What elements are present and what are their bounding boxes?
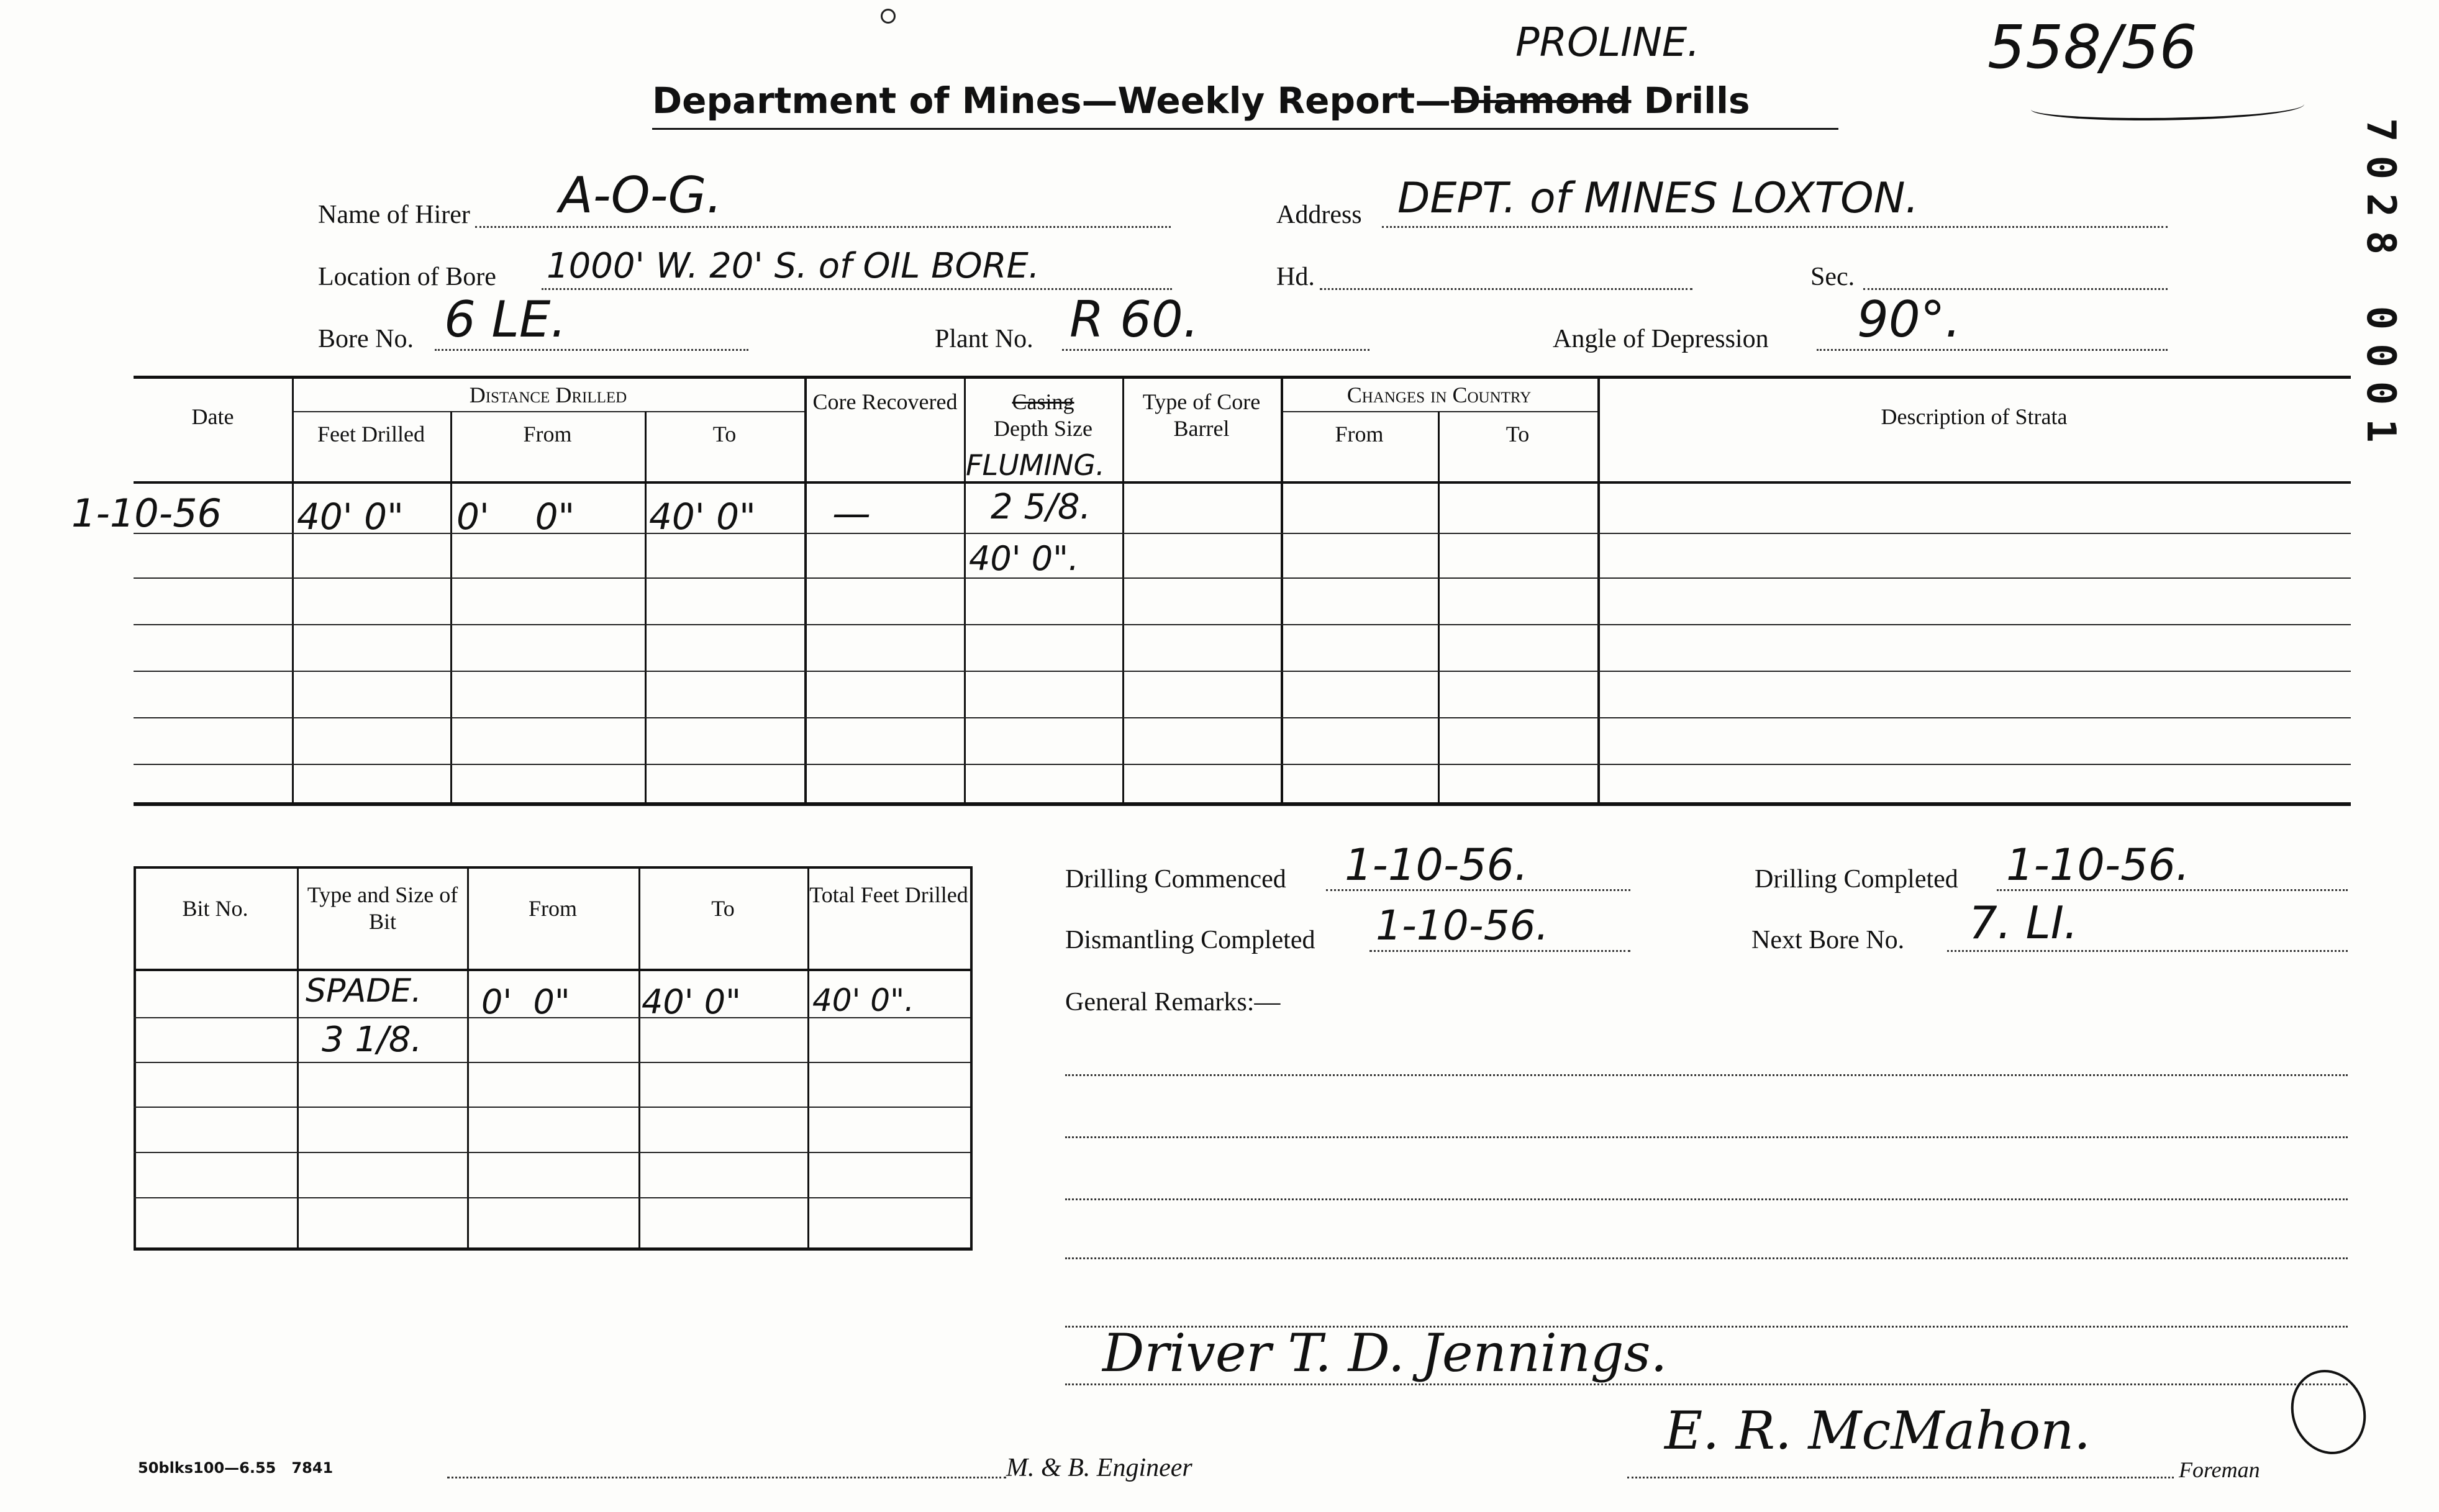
bit-from-cell: 0' 0" <box>481 982 570 1021</box>
bore-label: Bore No. <box>318 325 414 353</box>
location-value: 1000' W. 20' S. of OIL BORE. <box>547 246 1040 286</box>
engineer-label: M. & B. Engineer <box>1006 1454 1192 1482</box>
col-bit-to: To <box>711 896 735 921</box>
col-description: Description of Strata <box>1881 404 2068 429</box>
plant-label: Plant No. <box>935 325 1033 353</box>
hd-field <box>1320 288 1692 290</box>
plant-value: R 60. <box>1070 291 1199 348</box>
hd-label: Hd. <box>1276 263 1315 291</box>
cell-to: 40' 0" <box>649 496 756 538</box>
table-row <box>134 671 2351 672</box>
next-bore-field <box>1947 950 2348 952</box>
cell-from: 0' 0" <box>456 496 575 538</box>
sec-label: Sec. <box>1810 263 1855 291</box>
table-row <box>134 624 2351 625</box>
cell-feet: 40' 0" <box>297 496 404 538</box>
remarks-label: General Remarks:— <box>1065 988 1281 1016</box>
completed-label: Drilling Completed <box>1755 865 1958 894</box>
group-changes-in-country: Changes in Country <box>1347 383 1532 407</box>
casing-struck: Casing <box>1012 389 1074 414</box>
dismantling-field <box>1369 950 1630 952</box>
col-date: Date <box>191 404 234 429</box>
remarks-line <box>1065 1257 2348 1259</box>
form-title-main: Department of Mines—Weekly Report— <box>652 79 1451 122</box>
completed-value: 1-10-56. <box>2006 840 2190 890</box>
hirer-value: A-O-G. <box>559 166 722 224</box>
group-distance-drilled: Distance Drilled <box>469 383 627 407</box>
plant-field <box>1062 349 1369 351</box>
location-field <box>542 288 1172 290</box>
table-row <box>134 1197 970 1198</box>
col-total-feet: Total Feet Drilled <box>809 882 968 907</box>
col-change-from: From <box>1335 422 1384 446</box>
table-row <box>134 717 2351 718</box>
bit-size-cell: 3 1/8. <box>322 1020 422 1060</box>
angle-label: Angle of Depression <box>1553 325 1769 353</box>
bore-value: 6 LE. <box>444 291 566 348</box>
foreman-signature-line <box>1627 1477 2174 1478</box>
cell-size: 2 5/8. <box>991 487 1091 527</box>
col-bit-type: Type and Size of Bit <box>307 882 458 935</box>
cell-date: 1-10-56 <box>71 491 222 536</box>
form-title-end: Drills <box>1631 79 1750 122</box>
remarks-line <box>1065 1198 2348 1200</box>
next-bore-label: Next Bore No. <box>1751 926 1905 954</box>
dismantling-label: Dismantling Completed <box>1065 926 1315 954</box>
title-underline <box>652 128 1838 130</box>
col-bit-no: Bit No. <box>182 896 248 921</box>
hirer-label: Name of Hirer <box>318 201 470 229</box>
foreman-label: Foreman <box>2179 1457 2260 1482</box>
remarks-line <box>1065 1383 2348 1385</box>
address-field <box>1382 226 2168 228</box>
sec-field <box>1863 288 2168 290</box>
side-code: 7028 0001 <box>2358 118 2404 456</box>
bit-type-cell: SPADE. <box>306 972 422 1010</box>
bore-field <box>435 349 748 351</box>
table-row <box>134 577 2351 579</box>
cell-depth: 40' 0". <box>969 539 1079 578</box>
bit-to-cell: 40' 0" <box>642 982 741 1021</box>
cell-core: — <box>832 491 871 536</box>
col-to: To <box>712 422 737 446</box>
remarks-line <box>1065 1136 2348 1138</box>
col-casing-depth <box>964 389 1122 442</box>
col-bit-from: From <box>528 896 577 921</box>
file-number: 558/56 <box>1987 12 2197 82</box>
table-row <box>134 764 2351 765</box>
foreman-signature: E. R. McMahon. <box>1665 1400 2091 1461</box>
form-code: 50blks100—6.55 7841 <box>138 1459 334 1477</box>
commenced-label: Drilling Commenced <box>1065 865 1286 894</box>
table-row <box>134 1152 970 1153</box>
commenced-value: 1-10-56. <box>1345 840 1528 890</box>
hole-mark <box>881 9 896 24</box>
angle-field <box>1817 349 2168 351</box>
form-title <box>652 79 1750 122</box>
location-label: Location of Bore <box>318 263 496 291</box>
table-row <box>134 1062 970 1063</box>
file-number-underline <box>2031 93 2304 120</box>
next-bore-value: 7. LI. <box>1969 897 2078 949</box>
depth-size: Depth Size <box>994 416 1092 441</box>
col-change-to: To <box>1506 422 1530 446</box>
col-core-recovered: Core Recovered <box>812 389 958 414</box>
remarks-line <box>1065 1074 2348 1076</box>
engineer-signature-line <box>447 1477 1006 1478</box>
col-from: From <box>523 422 572 446</box>
dismantling-value: 1-10-56. <box>1376 902 1549 949</box>
hirer-field <box>475 226 1171 228</box>
table-row <box>134 1107 970 1108</box>
form-title-struck: Diamond <box>1451 79 1632 122</box>
proline-annotation: PROLINE. <box>1515 20 1700 66</box>
fluming-annotation: FLUMING. <box>966 448 1105 482</box>
col-core-barrel: Type of Core Barrel <box>1142 389 1261 441</box>
address-label: Address <box>1276 201 1362 229</box>
driver-signature: Driver T. D. Jennings. <box>1102 1323 1668 1383</box>
bit-total-cell: 40' 0". <box>812 982 914 1018</box>
address-value: DEPT. of MINES LOXTON. <box>1397 174 1919 223</box>
angle-value: 90°. <box>1857 291 1961 348</box>
col-feet-drilled: Feet Drilled <box>317 422 425 446</box>
initials-mark <box>2279 1359 2378 1465</box>
